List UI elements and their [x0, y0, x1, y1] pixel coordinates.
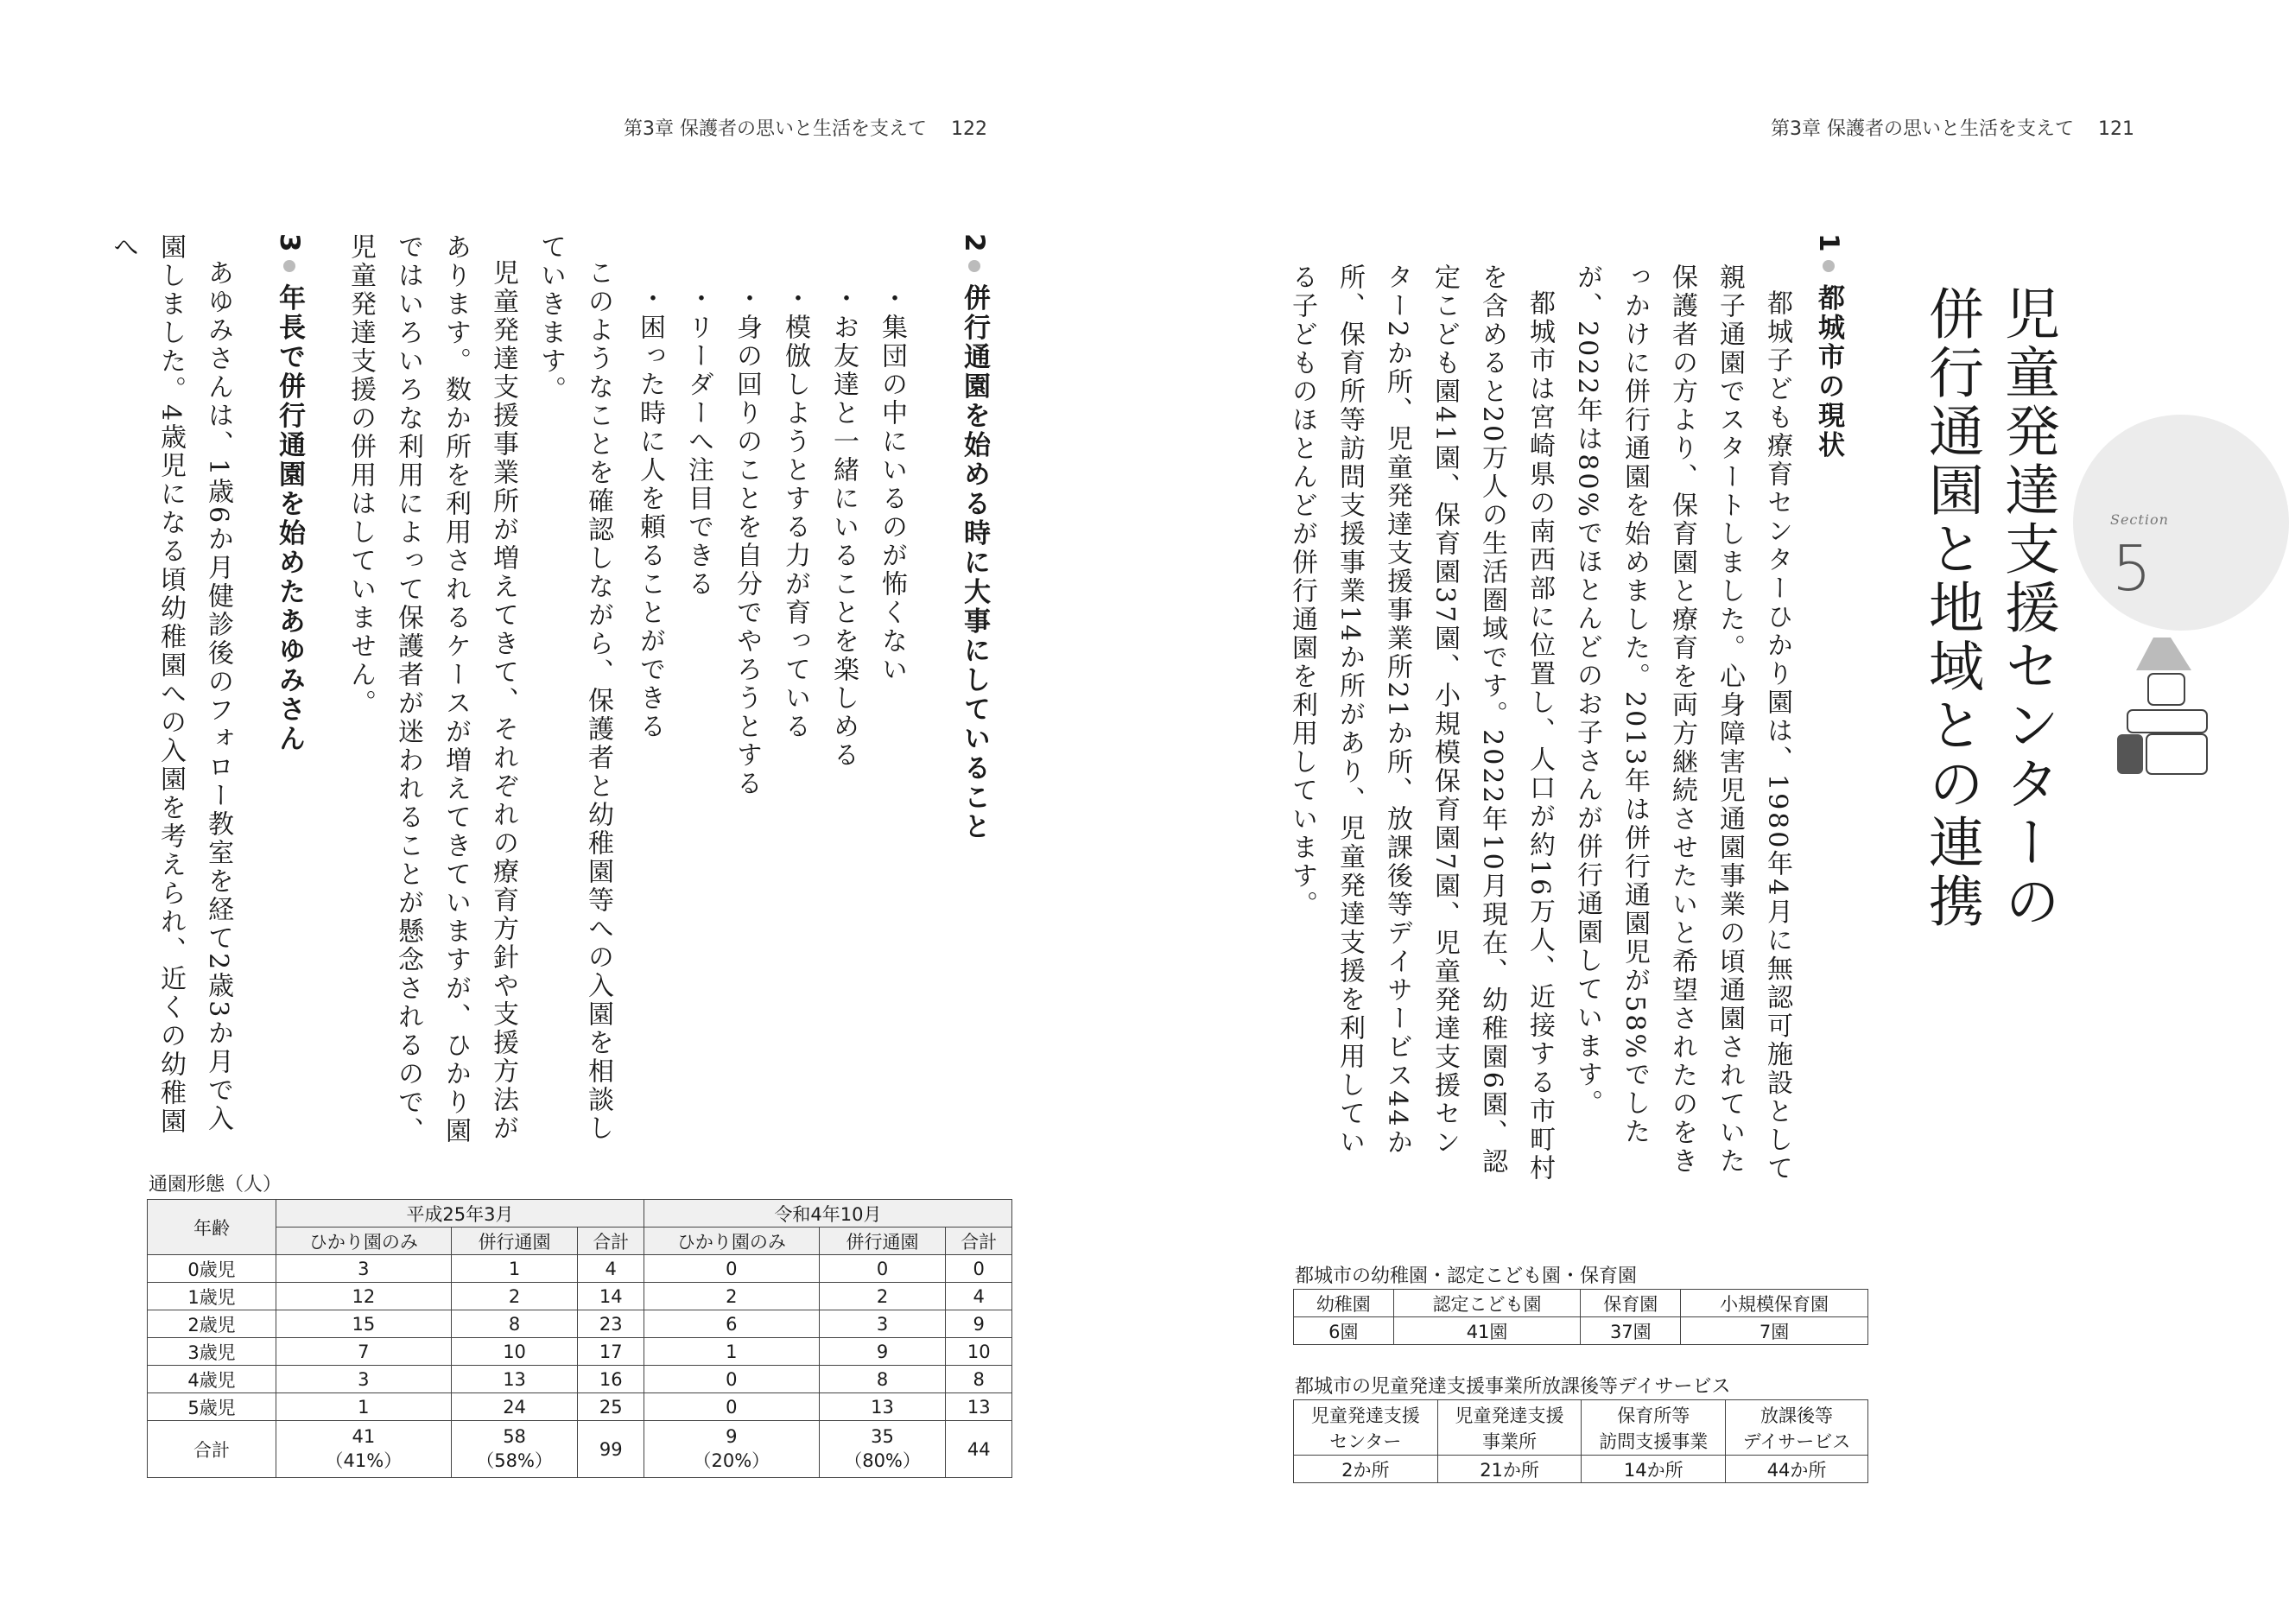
- table-cell: 10: [451, 1338, 578, 1366]
- table-cell: 6: [644, 1310, 819, 1338]
- right-page: [1144, 0, 2289, 1624]
- table-cell: 41園: [1393, 1317, 1581, 1345]
- table-row: [1294, 1317, 1868, 1345]
- table-cell: 0: [819, 1255, 946, 1283]
- table-cell: 10: [946, 1338, 1012, 1366]
- attendance-table-caption: 通園形態（人）: [149, 1174, 282, 1196]
- section-number: 1: [1813, 233, 1844, 255]
- column-header: 合計: [946, 1228, 1012, 1255]
- table-cell: 9 （20%）: [644, 1421, 819, 1478]
- table-cell: 8: [451, 1310, 578, 1338]
- table-cell: 13: [819, 1393, 946, 1421]
- list-item: ・模倣しようとする力が育っている: [780, 285, 810, 741]
- table-cell: 15: [276, 1310, 452, 1338]
- column-header: 合計: [578, 1228, 644, 1255]
- table-cell: 41 （41%）: [276, 1421, 452, 1478]
- services-table: [1293, 1399, 1868, 1483]
- table-cell: 25: [578, 1393, 644, 1421]
- page-number: 121: [2098, 118, 2134, 140]
- table-cell: 35 （80%）: [819, 1421, 946, 1478]
- table-row: [1294, 1456, 1868, 1483]
- list-item: ・お友達と一緒にいることを楽しめる: [828, 285, 859, 770]
- table-cell: 8: [946, 1366, 1012, 1393]
- age-header: 年齢: [148, 1200, 276, 1255]
- list-item: ・身の回りのことを自分でやろうとする: [732, 285, 762, 798]
- column-header: 併行通園: [451, 1228, 578, 1255]
- section-title: 併行通園を始める時に大事にしていること: [959, 283, 990, 842]
- column-header: ひかり園のみ: [644, 1228, 819, 1255]
- table-cell: 2: [451, 1283, 578, 1310]
- running-header-left: [624, 114, 987, 141]
- period-header: 平成25年3月: [276, 1200, 644, 1228]
- title-line: 併行通園と地域との連携: [1919, 285, 1983, 931]
- heading-dot-icon: [968, 260, 980, 272]
- table-cell: 1: [276, 1393, 452, 1421]
- table-cell: 7園: [1681, 1317, 1868, 1345]
- section-badge-circle: [2073, 415, 2289, 631]
- heading-dot-icon: [1823, 260, 1835, 272]
- row-label: 0歳児: [148, 1255, 276, 1283]
- table-cell: 7: [276, 1338, 452, 1366]
- services-table-caption: 都城市の児童発達支援事業所放課後等デイサービス: [1295, 1376, 1731, 1398]
- table-cell: 4: [578, 1255, 644, 1283]
- chapter-title: 第3章 保護者の思いと生活を支えて: [1771, 118, 2074, 140]
- kindergarten-table: [1293, 1289, 1868, 1345]
- column-header: 放課後等 デイサービス: [1726, 1400, 1868, 1456]
- section-title: 都城市の現状: [1813, 283, 1844, 460]
- table-row: [148, 1310, 1012, 1338]
- section-3-heading: [270, 233, 309, 754]
- section-3-body: [108, 233, 242, 1149]
- column-header: ひかり園のみ: [276, 1228, 452, 1255]
- table-cell: 16: [578, 1366, 644, 1393]
- chapter-title: 第3章 保護者の思いと生活を支えて: [624, 118, 927, 140]
- requirements-list: [625, 285, 916, 803]
- table-cell: 2か所: [1294, 1456, 1438, 1483]
- table-cell: 14: [578, 1283, 644, 1310]
- row-label: 5歳児: [148, 1393, 276, 1421]
- table-cell: 13: [946, 1393, 1012, 1421]
- table-cell: 44か所: [1726, 1456, 1868, 1483]
- table-cell: 21か所: [1437, 1456, 1582, 1483]
- table-cell: 2: [819, 1283, 946, 1310]
- section-title: 年長で併行通園を始めたあゆみさん: [274, 283, 305, 754]
- row-label: 4歳児: [148, 1366, 276, 1393]
- section-number: 3: [274, 233, 305, 255]
- section-1-body: [1283, 263, 1801, 1183]
- table-cell: 99: [578, 1421, 644, 1478]
- section-2-body: [328, 233, 622, 1149]
- table-cell: 12: [276, 1283, 452, 1310]
- table-cell: 24: [451, 1393, 578, 1421]
- table-cell: 9: [946, 1310, 1012, 1338]
- table-cell: 2: [644, 1283, 819, 1310]
- table-row: [148, 1393, 1012, 1421]
- table-cell: 3: [819, 1310, 946, 1338]
- row-label: 2歳児: [148, 1310, 276, 1338]
- period-header: 令和4年10月: [644, 1200, 1011, 1228]
- table-cell: 8: [819, 1366, 946, 1393]
- left-page: [0, 0, 1144, 1624]
- table-cell: 17: [578, 1338, 644, 1366]
- stacked-blocks-icon: [2112, 631, 2224, 777]
- column-header: 小規模保育園: [1681, 1290, 1868, 1317]
- column-header: 保育園: [1581, 1290, 1681, 1317]
- section-2-heading: [955, 233, 994, 842]
- table-cell: 0: [644, 1366, 819, 1393]
- attendance-table: [147, 1199, 1012, 1478]
- table-cell: 23: [578, 1310, 644, 1338]
- section-1-heading: [1810, 233, 1848, 460]
- paragraph: あゆみさんは、1歳6か月健診後のフォロー教室を経て2歳3か月で入園しました。4歳児になる頃幼稚園への入園を考えられ、近くの幼稚園へ: [108, 233, 233, 1137]
- column-header: 認定こども園: [1393, 1290, 1581, 1317]
- table-cell: 0: [946, 1255, 1012, 1283]
- list-item: ・リーダーへ注目できる: [683, 285, 713, 599]
- table-cell: 4: [946, 1283, 1012, 1310]
- section-number: 2: [959, 233, 990, 255]
- column-header: 併行通園: [819, 1228, 946, 1255]
- column-header: 幼稚園: [1294, 1290, 1394, 1317]
- table-cell: 44: [946, 1421, 1012, 1478]
- table-cell: 37園: [1581, 1317, 1681, 1345]
- column-header: 児童発達支援 センター: [1294, 1400, 1438, 1456]
- heading-dot-icon: [283, 260, 295, 272]
- section-title: [1913, 285, 2065, 931]
- table-cell: 13: [451, 1366, 578, 1393]
- table-row: [148, 1338, 1012, 1366]
- table-cell: 6園: [1294, 1317, 1394, 1345]
- paragraph: 児童発達支援事業所が増えてきて、それぞれの療育方針や支援方法があります。数か所を利用されるケースが増えてきていますが、ひかり園ではいろいろな利用によって保護者が迷われることが懸念されるので、児童発達支援の併用はしていません。: [346, 233, 518, 1145]
- list-item: ・集団の中にいるのが怖くない: [877, 285, 907, 684]
- column-header: 児童発達支援 事業所: [1437, 1400, 1582, 1456]
- list-item: ・困った時に人を頼ることができる: [635, 285, 665, 741]
- kindergarten-table-caption: 都城市の幼稚園・認定こども園・保育園: [1295, 1266, 1638, 1287]
- running-header-right: [1771, 114, 2134, 141]
- title-line: 児童発達支援センターの: [1995, 285, 2059, 931]
- paragraph: このようなことを確認しながら、保護者と幼稚園等への入園を相談していきます。: [536, 233, 613, 1143]
- table-cell: 58 （58%）: [451, 1421, 578, 1478]
- table-row: [148, 1283, 1012, 1310]
- table-cell: 1: [644, 1338, 819, 1366]
- table-cell: 1: [451, 1255, 578, 1283]
- table-cell: 0: [644, 1393, 819, 1421]
- paragraph: 都城子ども療育センターひかり園は、1980年4月に無認可施設として親子通園でスタートしました。心身障害児通園事業の頃通園されていた保護者の方より、保育園と療育を両方継続させたいと希望されたのをきっかけに併行通園を始めました。2013年は併行通園児が58%でしたが、2022年は80%でほとんどのお子さんが併行通園しています。: [1572, 263, 1792, 1183]
- paragraph: 都城市は宮崎県の南西部に位置し、人口が約16万人、近接する市町村を含めると20万人の生活圏域です。2022年10月現在、幼稚園6園、認定こども園41園、保育園37園、小規模保育園7園、児童発達支援センター2か所、児童発達支援事業所21か所、放課後等デイサービス44か所、保育所等訪問支援事業14か所があり、児童発達支援を利用している子どものほとんどが併行通園を利用しています。: [1287, 263, 1555, 1183]
- row-label: 合計: [148, 1421, 276, 1478]
- table-row: [148, 1366, 1012, 1393]
- section-badge-number: 5: [2112, 532, 2152, 605]
- row-label: 3歳児: [148, 1338, 276, 1366]
- column-header: 保育所等 訪問支援事業: [1582, 1400, 1726, 1456]
- table-cell: 14か所: [1582, 1456, 1726, 1483]
- table-row: [148, 1255, 1012, 1283]
- section-badge-label: Section: [2110, 511, 2169, 528]
- page-number: 122: [951, 118, 987, 140]
- table-cell: 0: [644, 1255, 819, 1283]
- total-row: [148, 1421, 1012, 1478]
- table-cell: 3: [276, 1366, 452, 1393]
- row-label: 1歳児: [148, 1283, 276, 1310]
- table-cell: 3: [276, 1255, 452, 1283]
- table-cell: 9: [819, 1338, 946, 1366]
